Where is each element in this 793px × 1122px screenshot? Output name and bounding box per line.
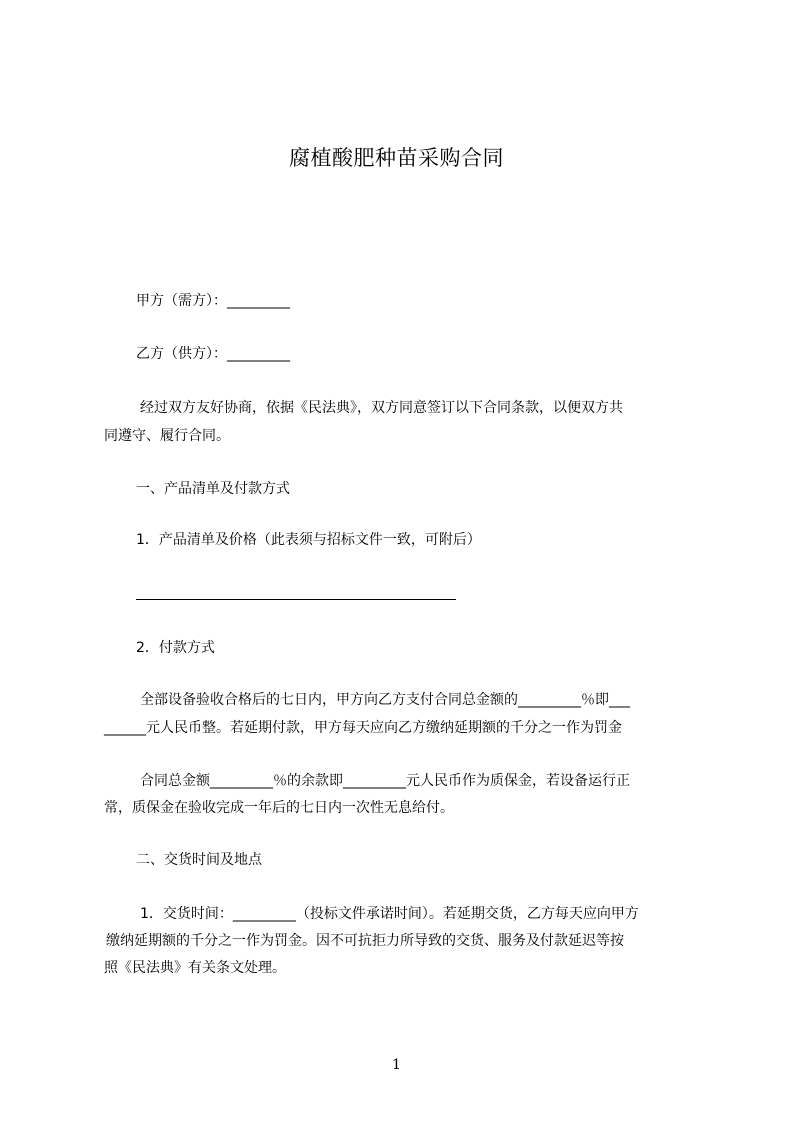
deposit-line-2: 常，质保金在验收完成一年后的七日内一次性无息给付。 (104, 800, 454, 816)
payment-line-2: ______元人民币整。若延期付款，甲方每天应向乙方缴纳延期额的千分之一作为罚金 (104, 720, 622, 736)
payment-line-1: 全部设备验收合格后的七日内，甲方向乙方支付合同总金额的_________％即___ (140, 692, 630, 708)
item-2-heading: 2．付款方式 (136, 640, 215, 656)
product-list-blank-line (136, 599, 456, 600)
section-1-heading: 一、产品清单及付款方式 (136, 481, 290, 497)
delivery-line-2: 缴纳延期额的千分之一作为罚金。因不可抗拒力所导致的交货、服务及付款延迟等按 (106, 933, 624, 949)
delivery-line-1: 1．交货时间：_________（投标文件承诺时间）。若延期交货，乙方每天应向甲方 (140, 906, 639, 922)
intro-line-2: 同遵守、履行合同。 (104, 428, 230, 444)
party-b-line: 乙方（供方）：_________ (136, 346, 290, 362)
document-title: 腐植酸肥种苗采购合同 (289, 146, 504, 170)
delivery-line-3: 照《民法典》有关条文处理。 (104, 960, 286, 976)
page-number: 1 (392, 1057, 401, 1073)
section-2-heading: 二、交货时间及地点 (136, 852, 262, 868)
item-1-heading: 1．产品清单及价格（此表须与招标文件一致，可附后） (136, 532, 481, 548)
deposit-line-1: 合同总金额_________％的余款即_________元人民币作为质保金，若设备运行正 (140, 773, 630, 789)
intro-line-1: 经过双方友好协商，依据《民法典》，双方同意签订以下合同条款，以便双方共 (140, 400, 623, 416)
party-a-line: 甲方（需方）：_________ (136, 293, 290, 309)
